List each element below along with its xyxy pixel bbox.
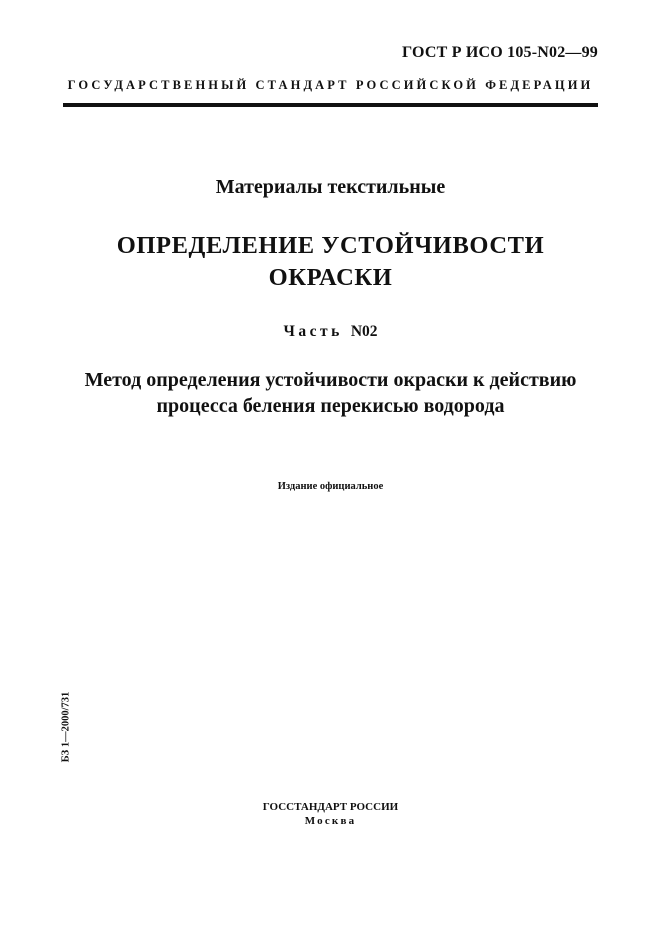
main-title-line-1: ОПРЕДЕЛЕНИЕ УСТОЙЧИВОСТИ [116, 232, 545, 259]
header-divider [63, 103, 598, 107]
part-number: N02 [350, 323, 378, 340]
subject-heading: Материалы текстильные [215, 176, 446, 198]
method-title-line-2: процесса беления перекисью водорода [156, 395, 505, 417]
standard-title: ГОСУДАРСТВЕННЫЙ СТАНДАРТ РОССИЙСКОЙ ФЕДЕРАЦИИ [67, 78, 594, 92]
side-code [56, 691, 76, 763]
publication-city: Москва [304, 815, 357, 827]
part-label: Часть [283, 323, 343, 340]
method-title-line-1: Метод определения устойчивости окраски к действию [84, 369, 577, 391]
side-code-text: БЗ 1—2000/731 [60, 691, 72, 763]
edition-note: Издание официальное [277, 481, 384, 492]
part-heading [0, 323, 661, 341]
publisher: ГОССТАНДАРТ РОССИИ [262, 801, 399, 813]
method-title [0, 367, 661, 419]
document-code: ГОСТ Р ИСО 105-N02—99 [402, 44, 598, 61]
main-title [0, 230, 661, 294]
main-title-line-2: ОКРАСКИ [268, 264, 393, 291]
